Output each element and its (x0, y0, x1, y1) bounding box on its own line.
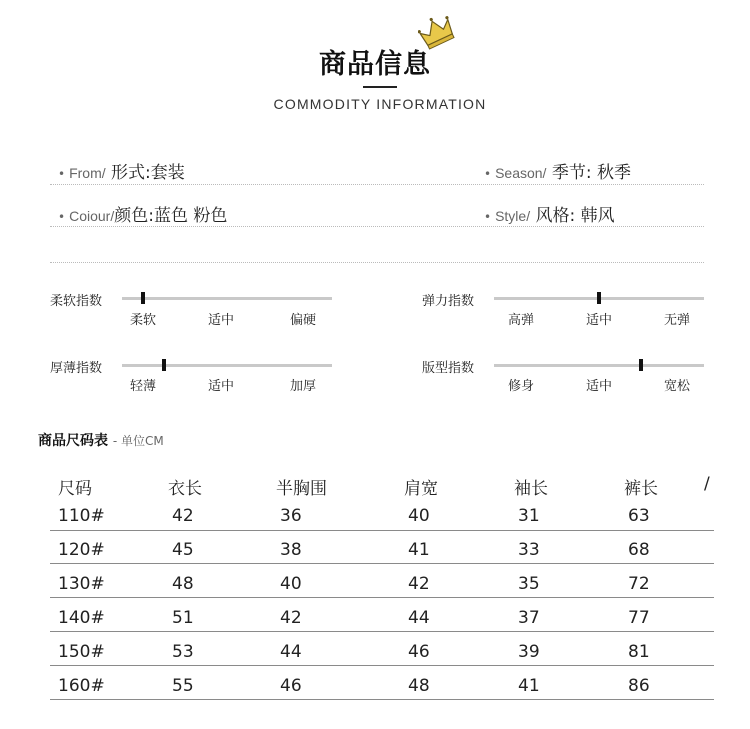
crown-icon (418, 14, 458, 50)
scale-option: 加厚 (290, 379, 317, 394)
table-cell: 37 (518, 608, 540, 628)
from-label: From/ (69, 165, 106, 181)
table-row-divider (50, 699, 714, 700)
table-cell: 53 (172, 642, 194, 662)
table-cell: 63 (628, 506, 650, 526)
size-table-heading: 商品尺码表 (38, 433, 108, 449)
table-cell: 55 (172, 676, 194, 696)
table-cell: 40 (280, 574, 302, 594)
table-cell: 40 (408, 506, 430, 526)
table-header-cell: 肩宽 (404, 479, 438, 499)
table-cell: 44 (408, 608, 430, 628)
table-cell: 38 (280, 540, 302, 560)
table-row-divider (50, 631, 714, 632)
from-value: 形式:套装 (111, 163, 185, 183)
scale-option: 适中 (586, 379, 613, 394)
table-header-cell: 裤长 (624, 479, 658, 499)
scale-option: 宽松 (664, 379, 691, 394)
bullet-icon: • (58, 210, 66, 224)
table-cell: 44 (280, 642, 302, 662)
table-cell: 77 (628, 608, 650, 628)
table-cell: 48 (172, 574, 194, 594)
table-cell: 130# (58, 574, 105, 594)
info-style (484, 201, 615, 226)
size-table-unit: - 单位CM (112, 434, 164, 448)
table-cell: 46 (408, 642, 430, 662)
scale-option: 无弹 (664, 313, 691, 328)
table-cell: 42 (280, 608, 302, 628)
table-header-cell: 袖长 (514, 479, 548, 499)
bullet-icon: • (484, 210, 492, 224)
table-row-divider (50, 597, 714, 598)
info-from (58, 158, 185, 183)
table-cell: 39 (518, 642, 540, 662)
info-divider (50, 184, 704, 185)
table-header-cell: 半胸围 (276, 479, 327, 499)
table-cell: 35 (518, 574, 540, 594)
colour-value: 颜色:蓝色 粉色 (114, 206, 228, 226)
table-cell: 45 (172, 540, 194, 560)
scale-marker (639, 359, 643, 371)
info-season (484, 158, 631, 183)
size-table-title (38, 430, 164, 450)
section-divider (50, 262, 704, 263)
season-value: 季节: 秋季 (551, 163, 631, 183)
scale-marker (597, 292, 601, 304)
table-header-cell: 尺码 (58, 479, 92, 499)
table-cell: 41 (518, 676, 540, 696)
scale-option: 适中 (208, 379, 235, 394)
style-value: 风格: 韩风 (535, 206, 615, 226)
scale-track (494, 364, 704, 367)
table-header-cell: 衣长 (168, 479, 202, 499)
table-cell: 31 (518, 506, 540, 526)
page-title: 商品信息 (319, 49, 431, 80)
table-cell: 110# (58, 506, 105, 526)
table-row-divider (50, 530, 714, 531)
season-label: Season/ (495, 165, 547, 181)
table-cell: 81 (628, 642, 650, 662)
title-underline (363, 86, 397, 88)
scale-marker (162, 359, 166, 371)
scale-option: 适中 (208, 313, 235, 328)
scale-label: 柔软指数 (50, 294, 103, 309)
scale-track (122, 364, 332, 367)
page-subtitle: COMMODITY INFORMATION (273, 96, 487, 112)
table-cell: 120# (58, 540, 105, 560)
table-cell: 33 (518, 540, 540, 560)
scale-track (122, 297, 332, 300)
bullet-icon: • (484, 167, 492, 181)
table-cell: 41 (408, 540, 430, 560)
scale-label: 厚薄指数 (50, 361, 103, 376)
table-cell: 86 (628, 676, 650, 696)
scale-option: 适中 (586, 313, 613, 328)
table-cell: 68 (628, 540, 650, 560)
table-cell: 36 (280, 506, 302, 526)
scale-option: 偏硬 (290, 313, 317, 328)
scale-label: 版型指数 (422, 361, 475, 376)
table-cell: 140# (58, 608, 105, 628)
info-divider (50, 226, 704, 227)
table-row-divider (50, 563, 714, 564)
table-cell: 51 (172, 608, 194, 628)
scale-option: 高弹 (508, 313, 535, 328)
table-cell: 46 (280, 676, 302, 696)
table-cell: 48 (408, 676, 430, 696)
table-row-divider (50, 665, 714, 666)
table-cell: 42 (408, 574, 430, 594)
bullet-icon: • (58, 167, 66, 181)
scale-option: 柔软 (130, 313, 157, 328)
table-cell: 42 (172, 506, 194, 526)
style-label: Style/ (495, 208, 531, 224)
table-header-cell: / (704, 474, 710, 494)
colour-label: Coiour/ (69, 208, 115, 224)
info-colour (58, 201, 227, 226)
scale-option: 轻薄 (130, 379, 157, 394)
table-cell: 160# (58, 676, 105, 696)
scale-option: 修身 (508, 379, 535, 394)
scale-marker (141, 292, 145, 304)
table-cell: 72 (628, 574, 650, 594)
scale-label: 弹力指数 (422, 294, 475, 309)
table-cell: 150# (58, 642, 105, 662)
